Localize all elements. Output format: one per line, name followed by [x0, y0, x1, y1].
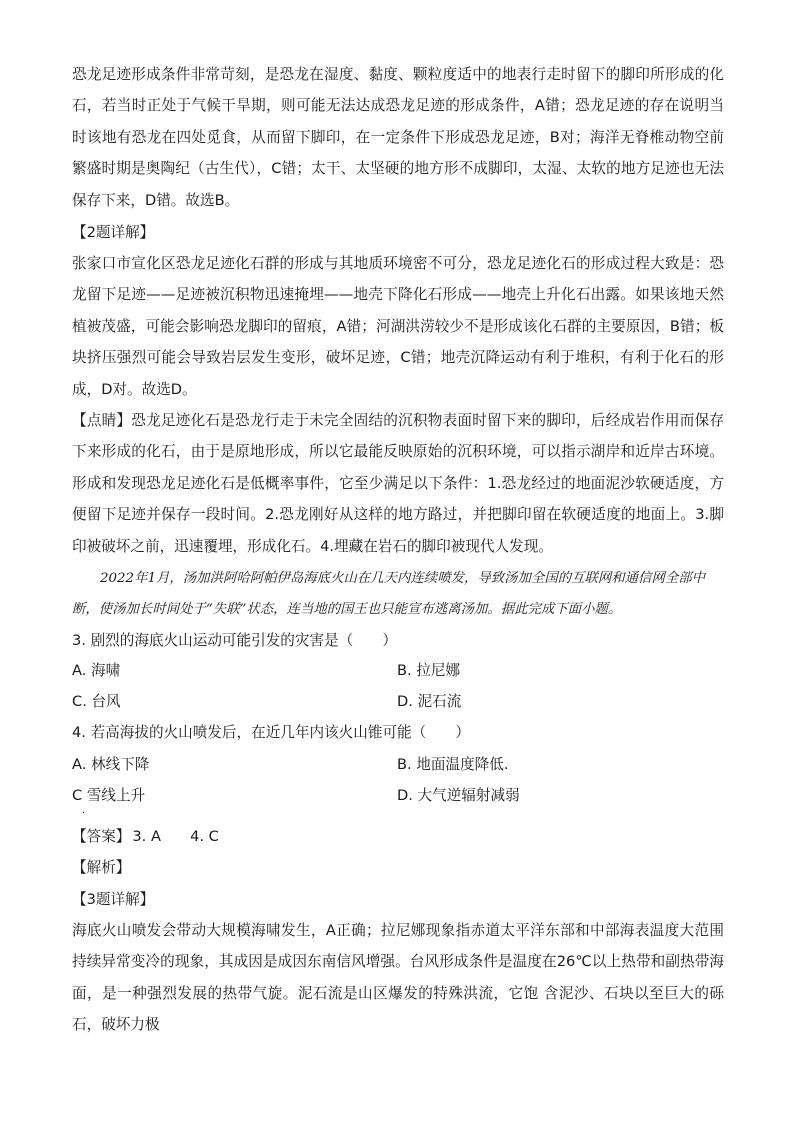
- q3-option-b: B. 拉尼娜: [397, 662, 461, 679]
- q4-option-a: A. 林线下降: [72, 756, 150, 773]
- q4-option-b: B. 地面温度降低.: [397, 756, 509, 773]
- material-paragraph: 2022年1月，汤加洪阿哈阿帕伊岛海底火山在几天内连续喷发，导致汤加全国的互联网和通信网全部中断，使汤加长时间处于“失联”状态，连当地的国王也只能宣布逃离汤加。据此完成下面小题。: [72, 571, 706, 617]
- q3-explanation-paragraph: 海底火山喷发会带动大规模海啸发生，A正确；拉尼娜现象指赤道太平洋东部和中部海表温度大范围持续异常变冷的现象，其成因是成因东南信风增强。台风形成条件是温度在26℃以上热带和副热带海面，是一种强烈发展的热带气旋。泥石流是山区爆发的特殊洪流，它饱 含泥沙、石块以至巨大的砾石，破坏力极: [72, 922, 724, 1034]
- q3-option-d: D. 泥石流: [397, 693, 462, 710]
- q4-option-d: D. 大气逆辐射减弱: [397, 787, 520, 804]
- answer-value: 3. A 4. C: [132, 828, 219, 845]
- stray-dot: ·: [82, 808, 86, 819]
- q1-explanation-paragraph: 恐龙足迹形成条件非常苛刻，是恐龙在湿度、黏度、颗粒度适中的地表行走时留下的脚印所形成的化石，若当时正处于气候干旱期，则可能无法达成恐龙足迹的形成条件，A错；恐龙足迹的存在说明当时该地有恐龙在四处觅食，从而留下脚印，在一定条件下形成恐龙足迹，B对；海洋无脊椎动物空前繁盛时期是奥陶纪（古生代），C错；太干、太坚硬的地方形不成脚印，太湿、太软的地方足迹也无法保存下来，D错。故选B。: [72, 66, 724, 209]
- answer-line: [72, 821, 219, 852]
- q3-option-c: C. 台风: [72, 693, 121, 710]
- q3-detail-heading: 【3题详解】: [72, 891, 155, 908]
- question-4-stem: 4. 若高海拔的火山喷发后，在近几年内该火山锥可能（ ）: [72, 724, 471, 741]
- tip-paragraph: 【点睛】恐龙足迹化石是恐龙行走于未完全固结的沉积物表面时留下来的脚印，后经成岩作用而保存下来形成的化石，由于是原地形成，所以它最能反映原始的沉积环境，可以指示湖岸和近岸古环境。形成和发现恐龙足迹化石是低概率事件，它至少满足以下条件：1.恐龙经过的地面泥沙软硬适度，方便留下足迹并保存一段时间。2.恐龙刚好从这样的地方路过，并把脚印留在软硬适度的地面上。3.脚印被破坏之前，迅速覆埋，形成化石。4.埋藏在岩石的脚印被现代人发现。: [72, 412, 724, 555]
- answer-label: 【答案】: [72, 828, 131, 845]
- q4-option-c: C 雪线上升: [72, 787, 146, 804]
- q2-detail-heading: 【2题详解】: [72, 224, 155, 241]
- q2-explanation-paragraph: 张家口市宣化区恐龙足迹化石群的形成与其地质环境密不可分，恐龙足迹化石的形成过程大致是：恐龙留下足迹——足迹被沉积物迅速掩埋——地壳下降化石形成——地壳上升化石出露。如果该地天然植被茂盛，可能会影响恐龙脚印的留痕，A错；河湖洪涝较少不是形成该化石群的主要原因，B错；板块挤压强烈可能会导致岩层发生变形，破坏足迹，C错；地壳沉降运动有利于堆积，有利于化石的形成，D对。故选D。: [72, 255, 724, 398]
- question-3-stem: 3. 剧烈的海底火山运动可能引发的灾害是（ ）: [72, 632, 398, 649]
- q3-option-a: A. 海啸: [72, 662, 121, 679]
- analysis-heading: 【解析】: [72, 859, 131, 876]
